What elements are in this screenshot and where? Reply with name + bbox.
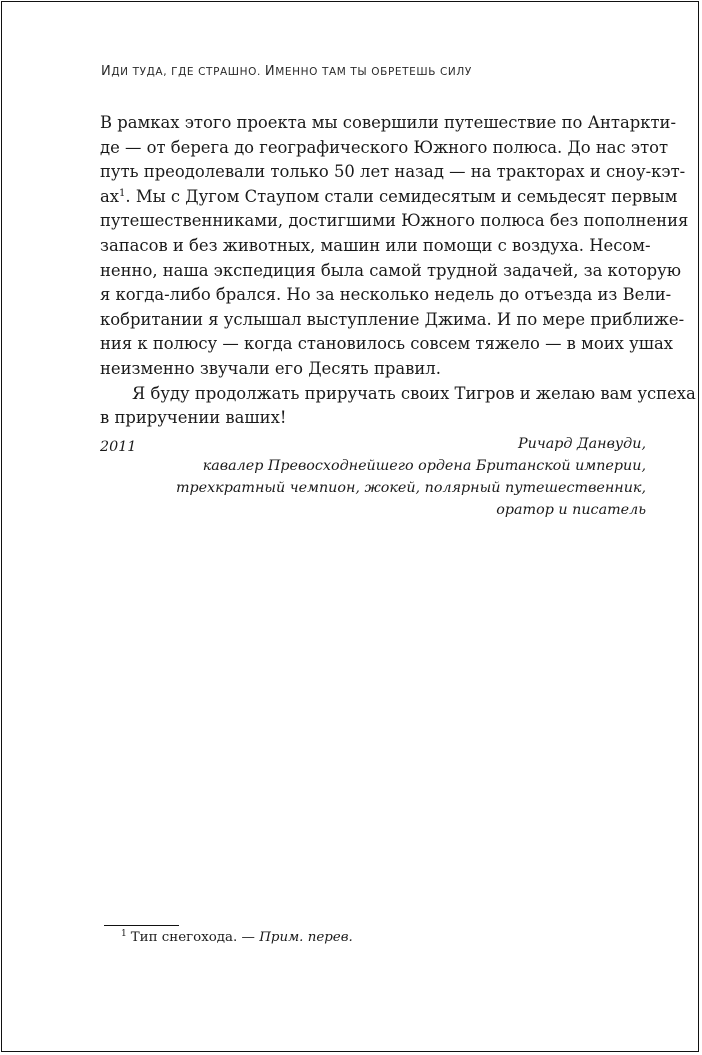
signature-title: трехкратный чемпион, жокей, полярный путешественник, xyxy=(175,480,646,496)
footnote xyxy=(121,928,353,948)
signature-year: 2011 xyxy=(100,439,137,455)
signature-title: кавалер Превосходнейшего ордена Британской империи, xyxy=(202,458,646,474)
signature-name: Ричард Данвуди, xyxy=(518,436,646,452)
running-title: ИДИ ТУДА, ГДЕ СТРАШНО. ИМЕННО ТАМ ТЫ ОБРЕТЕШЬ СИЛУ xyxy=(101,64,472,79)
main-text xyxy=(100,111,696,431)
text-line: путь преодолевали только 50 лет назад — на тракторах и сноу-кэт- xyxy=(100,162,686,182)
text-line: ненно, наша экспедиция была самой трудной задачей, за которую xyxy=(100,260,682,280)
text-fragment: . Мы с Дугом Стаупом стали семидесятым и семьдесят первым xyxy=(125,186,678,206)
footnote-reference: 1 xyxy=(119,187,126,199)
text-line: запасов и без животных, машин или помощи с воздуха. Несом- xyxy=(100,235,651,255)
signature-title: оратор и писатель xyxy=(496,502,646,518)
footnote-rule xyxy=(104,925,179,926)
text-line: кобритании я услышал выступление Джима. И по мере приближе- xyxy=(100,309,685,329)
text-line: в приручении ваших! xyxy=(100,408,287,428)
text-line: Я буду продолжать приручать своих Тигров и желаю вам успеха xyxy=(132,383,696,403)
footnote-mark: 1 xyxy=(121,929,127,940)
text-line: ния к полюсу — когда становилось совсем тяжело — в моих ушах xyxy=(100,334,674,354)
text-line: неизменно звучали его Десять правил. xyxy=(100,358,441,378)
text-line xyxy=(100,185,678,210)
text-line: де — от берега до географического Южного полюса. До нас этот xyxy=(100,137,669,157)
text-line: В рамках этого проекта мы совершили путешествие по Антаркти- xyxy=(100,113,677,132)
text-line: я когда-либо брался. Но за несколько недель до отъезда из Вели- xyxy=(100,285,672,305)
footnote-note: Прим. перев. xyxy=(259,930,353,945)
footnote-text: Тип снегохода. — xyxy=(130,930,260,945)
signature-block xyxy=(100,433,646,521)
text-fragment: ах xyxy=(100,186,120,206)
running-header xyxy=(101,64,472,79)
text-line: путешественниками, достигшими Южного полюса без пополнения xyxy=(100,211,689,231)
